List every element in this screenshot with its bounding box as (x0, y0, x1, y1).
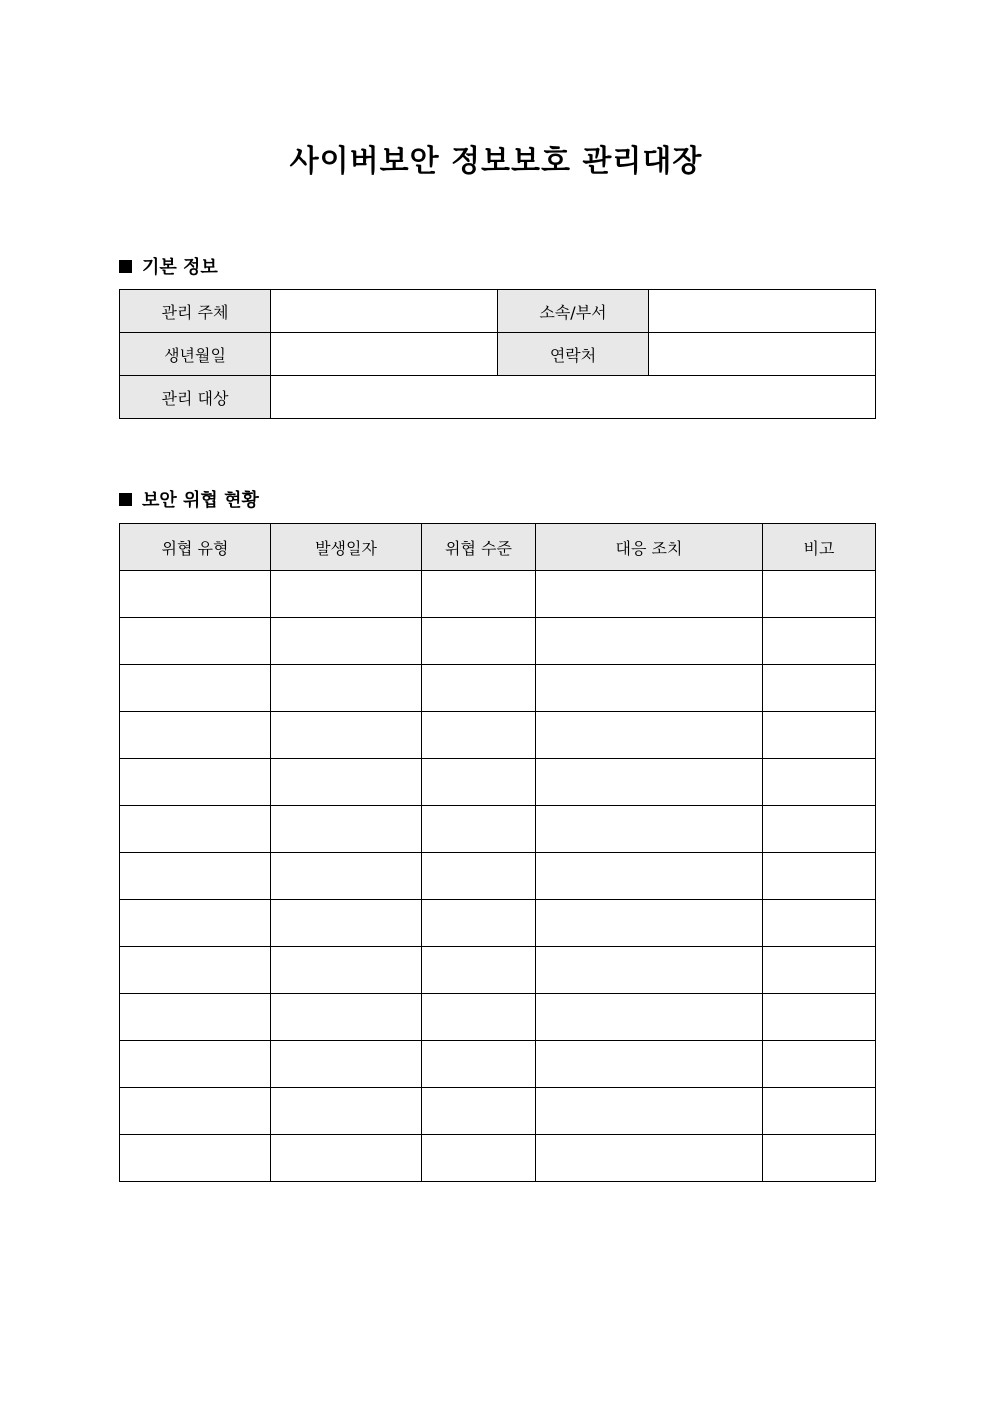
threat-level-cell[interactable] (422, 1088, 536, 1135)
date-cell[interactable] (271, 994, 422, 1041)
basic-info-table (119, 289, 876, 419)
date-cell[interactable] (271, 806, 422, 853)
threat-type-cell[interactable] (120, 1088, 271, 1135)
table-row (120, 571, 876, 618)
department-field[interactable] (649, 290, 876, 333)
threat-level-cell[interactable] (422, 994, 536, 1041)
table-row (120, 376, 876, 419)
response-cell[interactable] (536, 759, 763, 806)
section-heading-basic-info (119, 253, 218, 279)
threat-level-cell[interactable] (422, 853, 536, 900)
birthdate-label: 생년월일 (120, 333, 271, 376)
column-header-threat-level: 위협 수준 (422, 524, 536, 571)
column-header-threat-type: 위협 유형 (120, 524, 271, 571)
response-cell[interactable] (536, 1088, 763, 1135)
remarks-cell[interactable] (763, 947, 876, 994)
date-cell[interactable] (271, 712, 422, 759)
remarks-cell[interactable] (763, 1041, 876, 1088)
date-cell[interactable] (271, 1041, 422, 1088)
threat-type-cell[interactable] (120, 759, 271, 806)
date-cell[interactable] (271, 853, 422, 900)
date-cell[interactable] (271, 571, 422, 618)
date-cell[interactable] (271, 1088, 422, 1135)
table-row (120, 712, 876, 759)
date-cell[interactable] (271, 947, 422, 994)
remarks-cell[interactable] (763, 618, 876, 665)
response-cell[interactable] (536, 853, 763, 900)
birthdate-field[interactable] (271, 333, 498, 376)
response-cell[interactable] (536, 712, 763, 759)
response-cell[interactable] (536, 665, 763, 712)
threat-level-cell[interactable] (422, 618, 536, 665)
square-bullet-icon (119, 493, 132, 506)
table-row (120, 994, 876, 1041)
remarks-cell[interactable] (763, 806, 876, 853)
contact-field[interactable] (649, 333, 876, 376)
date-cell[interactable] (271, 618, 422, 665)
column-header-date: 발생일자 (271, 524, 422, 571)
threat-type-cell[interactable] (120, 900, 271, 947)
threat-type-cell[interactable] (120, 1041, 271, 1088)
threat-type-cell[interactable] (120, 947, 271, 994)
table-row (120, 806, 876, 853)
remarks-cell[interactable] (763, 994, 876, 1041)
column-header-remarks: 비고 (763, 524, 876, 571)
threat-level-cell[interactable] (422, 900, 536, 947)
square-bullet-icon (119, 260, 132, 273)
threat-level-cell[interactable] (422, 806, 536, 853)
date-cell[interactable] (271, 900, 422, 947)
table-row (120, 1088, 876, 1135)
manager-label: 관리 주체 (120, 290, 271, 333)
date-cell[interactable] (271, 759, 422, 806)
response-cell[interactable] (536, 1135, 763, 1182)
table-row (120, 290, 876, 333)
date-cell[interactable] (271, 665, 422, 712)
remarks-cell[interactable] (763, 759, 876, 806)
threat-level-cell[interactable] (422, 1041, 536, 1088)
threat-type-cell[interactable] (120, 571, 271, 618)
remarks-cell[interactable] (763, 571, 876, 618)
remarks-cell[interactable] (763, 853, 876, 900)
column-header-response: 대응 조치 (536, 524, 763, 571)
threat-type-cell[interactable] (120, 665, 271, 712)
manager-field[interactable] (271, 290, 498, 333)
threat-type-cell[interactable] (120, 994, 271, 1041)
table-row (120, 618, 876, 665)
threat-level-cell[interactable] (422, 1135, 536, 1182)
response-cell[interactable] (536, 618, 763, 665)
remarks-cell[interactable] (763, 712, 876, 759)
section-heading-threat-status (119, 486, 259, 512)
threat-level-cell[interactable] (422, 571, 536, 618)
table-row (120, 1041, 876, 1088)
response-cell[interactable] (536, 806, 763, 853)
threat-type-cell[interactable] (120, 712, 271, 759)
table-row (120, 947, 876, 994)
threat-level-cell[interactable] (422, 712, 536, 759)
response-cell[interactable] (536, 1041, 763, 1088)
threat-status-table (119, 523, 876, 1182)
threat-level-cell[interactable] (422, 665, 536, 712)
section-heading-text: 기본 정보 (142, 257, 218, 278)
section-heading-text: 보안 위협 현황 (142, 490, 259, 511)
threat-type-cell[interactable] (120, 1135, 271, 1182)
threat-type-cell[interactable] (120, 853, 271, 900)
table-row (120, 853, 876, 900)
remarks-cell[interactable] (763, 1088, 876, 1135)
response-cell[interactable] (536, 947, 763, 994)
threat-type-cell[interactable] (120, 618, 271, 665)
table-row (120, 665, 876, 712)
department-label: 소속/부서 (498, 290, 649, 333)
response-cell[interactable] (536, 571, 763, 618)
table-row (120, 1135, 876, 1182)
table-header-row (120, 524, 876, 571)
table-row (120, 333, 876, 376)
threat-level-cell[interactable] (422, 759, 536, 806)
table-row (120, 759, 876, 806)
remarks-cell[interactable] (763, 1135, 876, 1182)
date-cell[interactable] (271, 1135, 422, 1182)
target-label: 관리 대상 (120, 376, 271, 419)
threat-type-cell[interactable] (120, 806, 271, 853)
response-cell[interactable] (536, 994, 763, 1041)
remarks-cell[interactable] (763, 900, 876, 947)
table-row (120, 900, 876, 947)
contact-label: 연락처 (498, 333, 649, 376)
threat-level-cell[interactable] (422, 947, 536, 994)
remarks-cell[interactable] (763, 665, 876, 712)
page-title: 사이버보안 정보보호 관리대장 (289, 144, 703, 179)
target-field[interactable] (271, 376, 876, 419)
response-cell[interactable] (536, 900, 763, 947)
